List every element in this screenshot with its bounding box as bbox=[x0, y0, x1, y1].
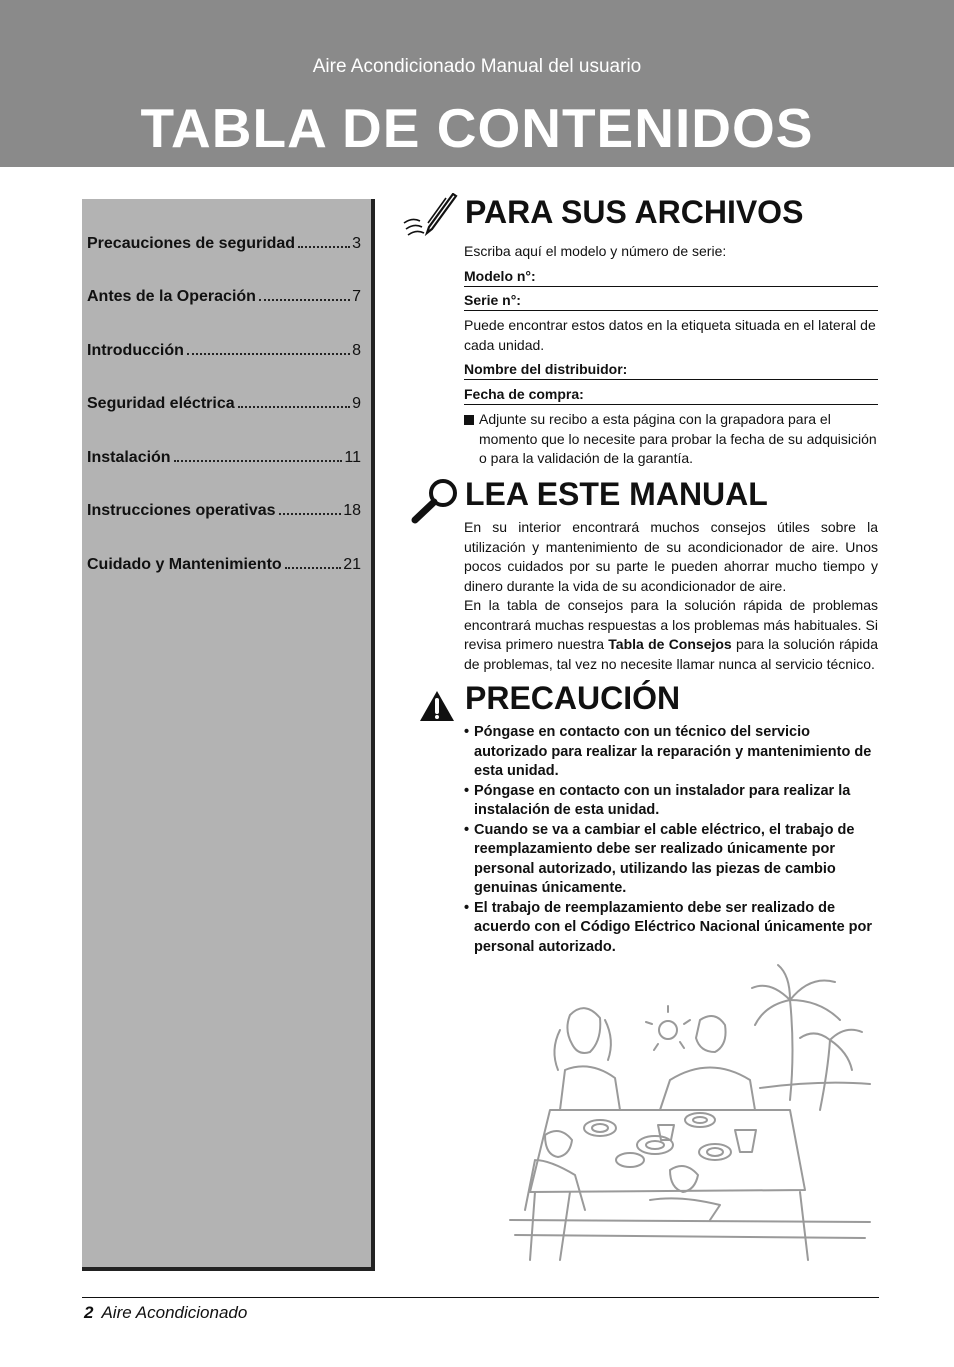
toc-item[interactable] bbox=[87, 556, 361, 574]
bullet: • bbox=[464, 821, 470, 838]
toc-item[interactable] bbox=[87, 502, 361, 520]
warning-icon bbox=[418, 689, 456, 723]
toc-leader bbox=[174, 460, 343, 462]
paragraph-text: En la tabla de consejos para la solución rápida de problemas encontrará muchas respuestas a los problemas más habituales. Si revisa primero nuestra bbox=[464, 597, 878, 652]
records-intro: Escriba aquí el modelo y número de serie: bbox=[464, 243, 727, 259]
toc-item[interactable] bbox=[87, 235, 361, 253]
toc-leader bbox=[187, 353, 350, 355]
serial-field[interactable]: Serie n°: bbox=[464, 292, 878, 311]
caution-list bbox=[464, 723, 880, 957]
caution-item-text: Póngase en contacto con un técnico del servicio autorizado para realizar la reparación y mantenimiento de esta unidad. bbox=[474, 724, 872, 779]
staple-note bbox=[464, 410, 878, 469]
page-footer bbox=[84, 1303, 247, 1323]
model-field[interactable]: Modelo n°: bbox=[464, 268, 878, 287]
caution-item bbox=[464, 821, 880, 899]
bullet: • bbox=[464, 724, 470, 740]
location-note: Puede encontrar estos datos en la etiqueta situada en el lateral de cada unidad. bbox=[464, 317, 876, 353]
bullet: • bbox=[464, 899, 470, 916]
page-title: TABLA DE CONTENIDOS bbox=[140, 97, 814, 159]
toc-panel bbox=[82, 199, 375, 1271]
caution-item-text: El trabajo de reemplazamiento debe ser realizado de acuerdo con el Código Eléctrico Nacional únicamente por personal autorizado. bbox=[474, 899, 873, 955]
caution-item bbox=[464, 899, 880, 958]
read-manual-paragraph-2 bbox=[464, 596, 878, 674]
toc-item-page: 11 bbox=[344, 449, 361, 466]
toc-item-label: Instrucciones operativas bbox=[87, 502, 276, 519]
toc-leader bbox=[238, 406, 350, 408]
header-banner bbox=[0, 0, 954, 167]
toc-item-label: Seguridad eléctrica bbox=[87, 395, 235, 412]
purchase-date-field[interactable]: Fecha de compra: bbox=[464, 386, 878, 405]
records-heading: PARA SUS ARCHIVOS bbox=[465, 194, 804, 230]
footer-rule bbox=[82, 1297, 879, 1298]
toc-leader bbox=[259, 299, 350, 301]
toc-leader bbox=[298, 246, 350, 248]
picnic-illustration bbox=[490, 960, 885, 1275]
advice-table-ref: Tabla de Consejos bbox=[608, 636, 732, 652]
read-manual-paragraph-1: En su interior encontrará muchos consejos útiles sobre la utilización y mantenimiento de su acondicionador de aire. Unos pocos cuidados por su parte le pueden ahorrar mucho tiempo y dinero durante la vida de su acondicionador de aire. bbox=[464, 519, 878, 594]
toc-leader bbox=[279, 513, 342, 515]
toc-item-page: 8 bbox=[352, 342, 361, 359]
caution-item-text: Cuando se va a cambiar el cable eléctrico, el trabajo de reemplazamiento debe ser realizado únicamente por personal autorizado, utilizando las piezas de cambio genuinas únicamente. bbox=[474, 821, 855, 896]
toc-item[interactable] bbox=[87, 288, 361, 306]
toc-item-label: Introducción bbox=[87, 342, 184, 359]
square-bullet-icon bbox=[464, 415, 474, 425]
magnifier-icon bbox=[410, 478, 460, 524]
dealer-field[interactable]: Nombre del distribuidor: bbox=[464, 361, 878, 380]
toc-item-page: 21 bbox=[343, 556, 361, 573]
toc-item-label: Precauciones de seguridad bbox=[87, 235, 296, 252]
read-manual-heading: LEA ESTE MANUAL bbox=[465, 476, 768, 512]
toc-item-page: 7 bbox=[352, 288, 361, 305]
toc-item-label: Cuidado y Mantenimiento bbox=[87, 556, 282, 573]
caution-item bbox=[464, 782, 880, 821]
caution-item-text: Póngase en contacto con un instalador para realizar la instalación de esta unidad. bbox=[474, 782, 851, 818]
toc-item[interactable] bbox=[87, 449, 361, 467]
bullet: • bbox=[464, 782, 470, 799]
toc-item-page: 18 bbox=[343, 502, 361, 519]
toc-item-page: 3 bbox=[352, 235, 361, 252]
toc-item-page: 9 bbox=[352, 395, 361, 412]
caution-item bbox=[464, 723, 880, 782]
footer-text: Aire Acondicionado bbox=[101, 1303, 248, 1322]
toc-item[interactable] bbox=[87, 395, 361, 413]
manual-subtitle: Aire Acondicionado Manual del usuario bbox=[312, 56, 642, 77]
staple-note-text: Adjunte su recibo a esta página con la grapadora para el momento que lo necesite para probar la fecha de su adquisición o para la validación de la garantía. bbox=[479, 411, 877, 466]
paragraph-text: para la solución rápida de problemas, tal vez no necesite llamar nunca al servicio técnico. bbox=[464, 636, 878, 672]
toc-item[interactable] bbox=[87, 342, 361, 360]
pen-icon bbox=[402, 193, 460, 241]
toc-leader bbox=[285, 567, 342, 569]
caution-heading: PRECAUCIÓN bbox=[465, 680, 681, 716]
toc-item-label: Instalación bbox=[87, 449, 171, 466]
page-number: 2 bbox=[84, 1303, 94, 1322]
toc-item-label: Antes de la Operación bbox=[87, 288, 256, 305]
